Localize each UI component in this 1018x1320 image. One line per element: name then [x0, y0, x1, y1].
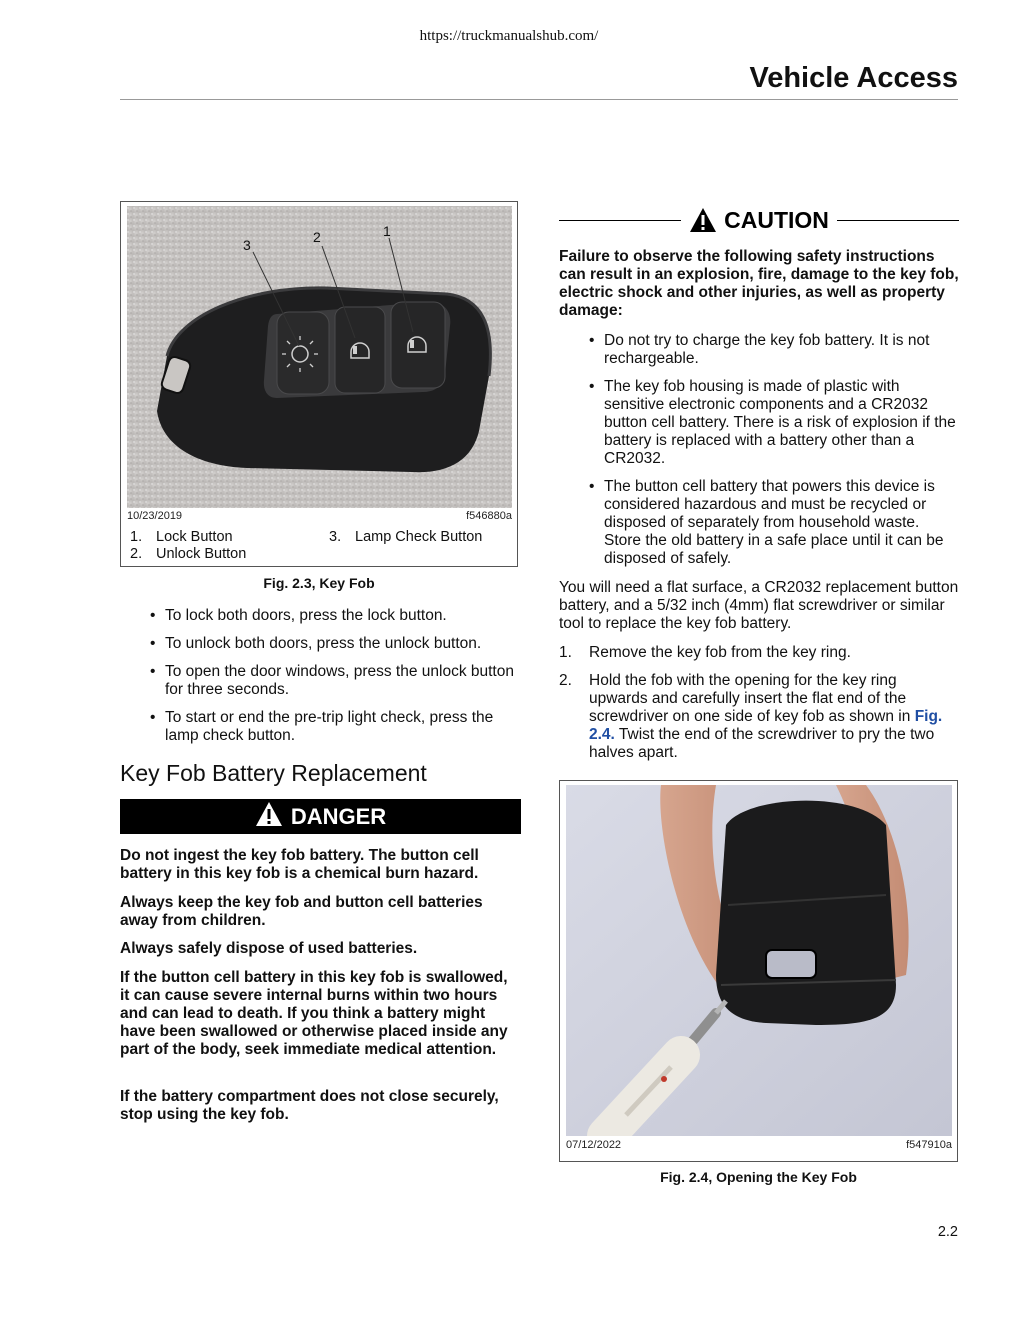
list-item: • To unlock both doors, press the unlock button. [148, 635, 520, 653]
opening-key-fob-photo [566, 785, 952, 1136]
figure-2-4-link[interactable]: Fig. 2.4. [589, 708, 943, 743]
danger-paragraph: Do not ingest the key fob battery. The button cell battery in this key fob is a chemical burn hazard. [120, 847, 479, 882]
danger-label: DANGER [290, 803, 387, 829]
caution-rule-right [837, 220, 959, 221]
figure-code: f546880a [466, 510, 512, 522]
warning-triangle-icon [689, 207, 717, 233]
header-divider [120, 99, 958, 100]
step-item: 1. Remove the key fob from the key ring. [559, 644, 851, 661]
callout-3: 3 [243, 237, 251, 253]
list-item: • The button cell battery that powers this device is considered hazardous and must be recycled or disposed of separately from household waste. Store the old battery in a safe place until it can be disposed of safely. [587, 478, 959, 568]
caution-rule-left [559, 220, 681, 221]
legend-item-lock: 1. Lock Button [130, 529, 233, 545]
list-item: • The key fob housing is made of plastic with sensitive electronic components and a CR2032 button cell battery. There is a risk of explosion if the battery is replaced with a battery other than a CR2032. [587, 378, 959, 468]
figure-date: 07/12/2022 [566, 1139, 622, 1151]
page-number: 2.2 [937, 1224, 958, 1240]
step-item: 2. Hold the fob with the opening for the key ring upwards and carefully insert the flat end of the screwdriver on one side of key fob as shown in Fig. 2.4. Twist the end of the screwdriver to pry the two halves apart. [559, 672, 943, 761]
list-item: • To start or end the pre-trip light check, press the lamp check button. [148, 709, 520, 745]
figure-key-fob [120, 201, 518, 567]
caution-label: CAUTION [724, 206, 829, 233]
list-item: • To lock both doors, press the lock button. [148, 607, 520, 625]
callout-2: 2 [313, 229, 321, 245]
danger-paragraph: Always safely dispose of used batteries. [120, 940, 418, 957]
list-item: • Do not try to charge the key fob battery. It is not rechargeable. [587, 332, 959, 368]
list-item: • To open the door windows, press the unlock button for three seconds. [148, 663, 520, 699]
tools-paragraph: You will need a flat surface, a CR2032 replacement button battery, and a 5/32 inch (4mm) flat screwdriver or similar tool to replace the key fob battery. [559, 579, 959, 632]
section-title: Key Fob Battery Replacement [120, 760, 427, 786]
source-url: https://truckmanualshub.com/ [419, 28, 599, 44]
caution-list [587, 332, 959, 578]
caution-banner [559, 203, 959, 237]
legend-item-unlock: 2. Unlock Button [130, 546, 247, 562]
figure-opening-key-fob [559, 780, 958, 1162]
figure-code: f547910a [906, 1139, 952, 1151]
figure-date: 10/23/2019 [127, 510, 183, 522]
danger-banner [120, 799, 521, 834]
key-fob-usage-list [148, 607, 520, 755]
page-title: Vehicle Access [749, 62, 958, 94]
figure-caption-2-4: Fig. 2.4, Opening the Key Fob [660, 1169, 857, 1185]
danger-paragraph: Always keep the key fob and button cell batteries away from children. [120, 894, 483, 929]
replacement-steps [559, 644, 959, 772]
danger-paragraph: If the battery compartment does not close securely, stop using the key fob. [120, 1088, 499, 1123]
callout-1: 1 [383, 223, 391, 239]
figure-caption-2-3: Fig. 2.3, Key Fob [263, 575, 375, 591]
danger-paragraph: If the button cell battery in this key fob is swallowed, it can cause severe internal burns within two hours and can lead to death. If you think a battery might have been swallowed or otherwise placed inside any part of the body, seek immediate medical attention. [120, 969, 508, 1058]
caution-intro: Failure to observe the following safety instructions can result in an explosion, fire, damage to the key fob, electric shock and other injuries, as well as property damage: [559, 248, 959, 319]
key-fob-photo [127, 206, 512, 508]
warning-triangle-icon [255, 801, 283, 833]
legend-item-lamp-check: 3. Lamp Check Button [329, 529, 483, 545]
